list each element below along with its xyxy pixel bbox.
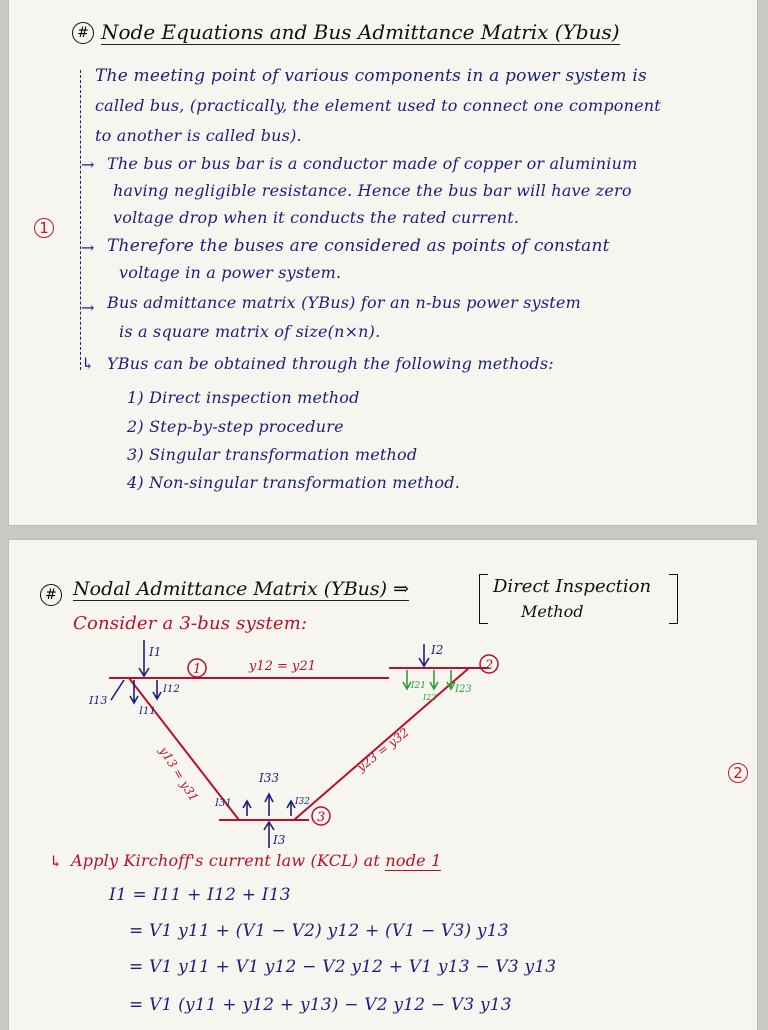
label-I32: I32 — [295, 797, 311, 807]
notes-page-1 — [9, 0, 757, 525]
label-I23: I23 — [455, 684, 472, 695]
label-I12: I12 — [163, 684, 180, 695]
bullet-guide-line — [80, 70, 81, 370]
equation-3: = V1 y11 + V1 y12 − V2 y12 + V1 y13 − V3 y13 — [129, 957, 557, 977]
method-4: 4) Non-singular transformation method. — [127, 473, 460, 492]
arrow-icon: ↳ — [49, 852, 63, 871]
method-1: 1) Direct inspection method — [127, 388, 360, 407]
text-line-8: voltage in a power system. — [119, 263, 342, 282]
label-I13: I13 — [89, 694, 108, 707]
text-line-5: having negligible resistance. Hence the bus bar will have zero — [113, 181, 632, 200]
equation-1: I1 = I11 + I12 + I13 — [109, 885, 291, 905]
arrow-icon: → — [81, 155, 95, 174]
label-I1: I1 — [149, 645, 162, 659]
text-line-2: called bus, (practically, the element used to connect one component — [95, 96, 661, 115]
hash-circle-icon: # — [72, 22, 94, 44]
text-line-1: The meeting point of various components in a power system is — [95, 66, 647, 86]
arrow-icon: → — [81, 298, 95, 317]
page-1-heading: Node Equations and Bus Admittance Matrix (Ybus) — [101, 20, 620, 44]
label-I31: I31 — [215, 798, 232, 809]
equation-4: = V1 (y11 + y12 + y13) − V2 y12 − V3 y13 — [129, 995, 512, 1015]
three-bus-diagram — [89, 640, 629, 850]
arrow-icon: ↳ — [81, 354, 95, 373]
bus-1-label: 1 — [193, 662, 202, 677]
method-3: 3) Singular transformation method — [127, 445, 418, 464]
heading-bracket-line-2: Method — [521, 602, 584, 621]
page-2-heading: Nodal Admittance Matrix (YBus) ⇒ — [73, 578, 410, 600]
arrow-icon: → — [81, 238, 95, 257]
margin-mark-1: 1 — [34, 218, 54, 238]
kcl-prefix: Apply Kirchoff's current law (KCL) at — [71, 851, 381, 870]
notes-page-2 — [9, 540, 757, 1030]
bus-2-label: 2 — [485, 658, 494, 673]
label-I33: I33 — [259, 771, 280, 785]
equation-2: = V1 y11 + (V1 − V2) y12 + (V1 − V3) y13 — [129, 921, 509, 941]
heading-bracket-line-1: Direct Inspection — [493, 576, 652, 597]
text-line-10: is a square matrix of size(n×n). — [119, 322, 381, 341]
text-line-4: The bus or bus bar is a conductor made of copper or aluminium — [107, 154, 638, 173]
text-line-7: Therefore the buses are considered as points of constant — [107, 236, 610, 256]
method-2: 2) Step-by-step procedure — [127, 417, 344, 436]
label-I2: I2 — [431, 643, 444, 657]
label-y12: y12 = y21 — [249, 659, 316, 674]
bus-3-label: 3 — [317, 810, 326, 825]
label-I3: I3 — [273, 833, 286, 847]
hash-circle-icon: # — [40, 584, 62, 606]
text-line-6: voltage drop when it conducts the rated current. — [113, 208, 520, 227]
kcl-line — [71, 851, 441, 870]
consider-line: Consider a 3-bus system: — [73, 613, 308, 634]
bracket-left — [479, 574, 488, 624]
label-y23: y23 = y32 — [354, 725, 412, 775]
label-I22: I22 — [423, 693, 437, 702]
label-I11: I11 — [139, 706, 156, 717]
text-line-9: Bus admittance matrix (YBus) for an n-bus power system — [107, 293, 581, 312]
text-line-3: to another is called bus). — [95, 126, 302, 145]
label-I21: I21 — [411, 681, 427, 691]
margin-mark-2: 2 — [728, 763, 748, 783]
kcl-node: node 1 — [385, 851, 442, 870]
text-line-11: YBus can be obtained through the following methods: — [107, 354, 554, 373]
label-y13: y13 = y31 — [156, 744, 202, 804]
bracket-right — [669, 574, 678, 624]
